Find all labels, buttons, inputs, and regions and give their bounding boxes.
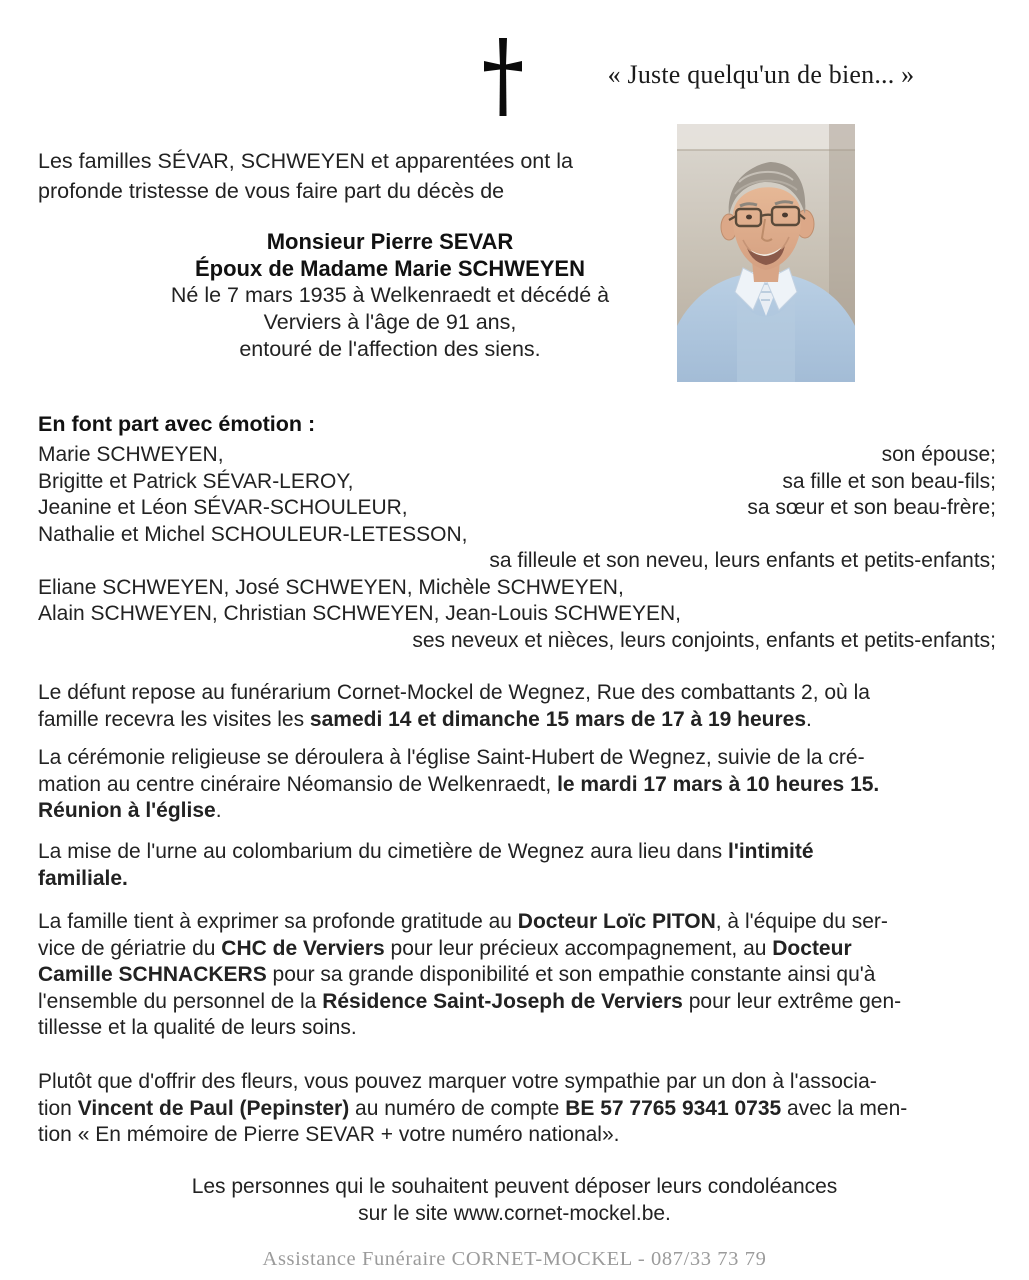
- condolences-line-2: sur le site www.cornet-mockel.be.: [358, 1201, 671, 1225]
- intro-line-2: profonde tristesse de vous faire part du décès de: [38, 179, 505, 203]
- memorial-quote: « Juste quelqu'un de bien... »: [607, 60, 915, 89]
- participant-relation: sa fille et son beau-fils;: [782, 469, 996, 493]
- participant-name: Nathalie et Michel SCHOULEUR-LETESSON,: [38, 522, 468, 546]
- participant-row: [38, 628, 996, 655]
- paragraph-urn: La mise de l'urne au colombarium du cimetière de Wegnez aura lieu dans l'intimité familiale.: [38, 840, 814, 890]
- participant-name: Marie SCHWEYEN,: [38, 443, 224, 466]
- participant-relation: sa sœur et son beau-frère;: [747, 496, 996, 519]
- deceased-closing-line: entouré de l'affection des siens.: [239, 337, 541, 361]
- deceased-name: Monsieur Pierre SEVAR: [266, 229, 514, 254]
- participant-relation: ses neveux et nièces, leurs conjoints, enfants et petits-enfants;: [412, 628, 996, 652]
- participant-name: Brigitte et Patrick SÉVAR-LEROY,: [38, 469, 354, 493]
- condolences-note: [0, 1174, 1029, 1227]
- paragraph-visitation: Le défunt repose au funérarium Cornet-Mockel de Wegnez, Rue des combattants 2, où la famille recevra les visites les samedi 14 et dimanche 15 mars de 17 à 19 heures.: [38, 681, 870, 731]
- participant-row: [38, 575, 996, 602]
- participant-row: [38, 442, 996, 469]
- paragraph-ceremony: La cérémonie religieuse se déroulera à l'église Saint-Hubert de Wegnez, suivie de la cré- mation au centre cinéraire Néomansio de Welkenraedt, le mardi 17 mars à 10 heures 15. Réunion à l'église.: [38, 746, 880, 822]
- participant-name: Alain SCHWEYEN, Christian SCHWEYEN, Jean-Louis SCHWEYEN,: [38, 602, 682, 625]
- intro-text: [38, 146, 678, 206]
- deceased-spouse-line: Époux de Madame Marie SCHWEYEN: [195, 256, 585, 281]
- participant-name: Jeanine et Léon SÉVAR-SCHOULEUR,: [38, 496, 408, 519]
- paragraph-gratitude: La famille tient à exprimer sa profonde gratitude au Docteur Loïc PITON, à l'équipe du ser- vice de gériatrie du CHC de Verviers pour leur précieux accompagnement, au Docteur Camille SCHNACKERS pour sa grande disponibilité et son empathie constante ainsi qu'à l'ensemble du personnel de la Résidence Saint-Joseph de Verviers pour leur extrême gen- tillesse et la qualité de leurs soins.: [38, 910, 902, 1039]
- intro-line-1: Les familles SÉVAR, SCHWEYEN et apparentées ont la: [38, 149, 573, 173]
- participants-heading: En font part avec émotion :: [38, 412, 316, 436]
- participant-relation: sa filleule et son neveu, leurs enfants et petits-enfants;: [489, 549, 996, 572]
- paragraph-donation: Plutôt que d'offrir des fleurs, vous pouvez marquer votre sympathie par un don à l'associa- tion Vincent de Paul (Pepinster) au numéro de compte BE 57 7765 9341 0735 avec la men- tion « En mémoire de Pierre SEVAR + votre numéro national».: [38, 1070, 908, 1146]
- footer-funeral-home: Assistance Funéraire CORNET-MOCKEL - 087/33 73 79: [262, 1248, 767, 1270]
- participant-row: [38, 548, 996, 575]
- deceased-block: [0, 228, 780, 363]
- participant-row: [38, 469, 996, 496]
- deceased-death-line: Verviers à l'âge de 91 ans,: [263, 310, 517, 334]
- participant-row: [38, 522, 996, 549]
- cross-icon: [484, 38, 522, 116]
- condolences-line-1: Les personnes qui le souhaitent peuvent déposer leurs condoléances: [191, 1175, 838, 1198]
- deceased-birth-line: Né le 7 mars 1935 à Welkenraedt et décédé à: [170, 283, 610, 307]
- participant-row: [38, 495, 996, 522]
- participants-list: [38, 442, 996, 654]
- participant-relation: son épouse;: [881, 443, 996, 466]
- participant-row: [38, 601, 996, 628]
- participant-name: Eliane SCHWEYEN, José SCHWEYEN, Michèle SCHWEYEN,: [38, 575, 624, 599]
